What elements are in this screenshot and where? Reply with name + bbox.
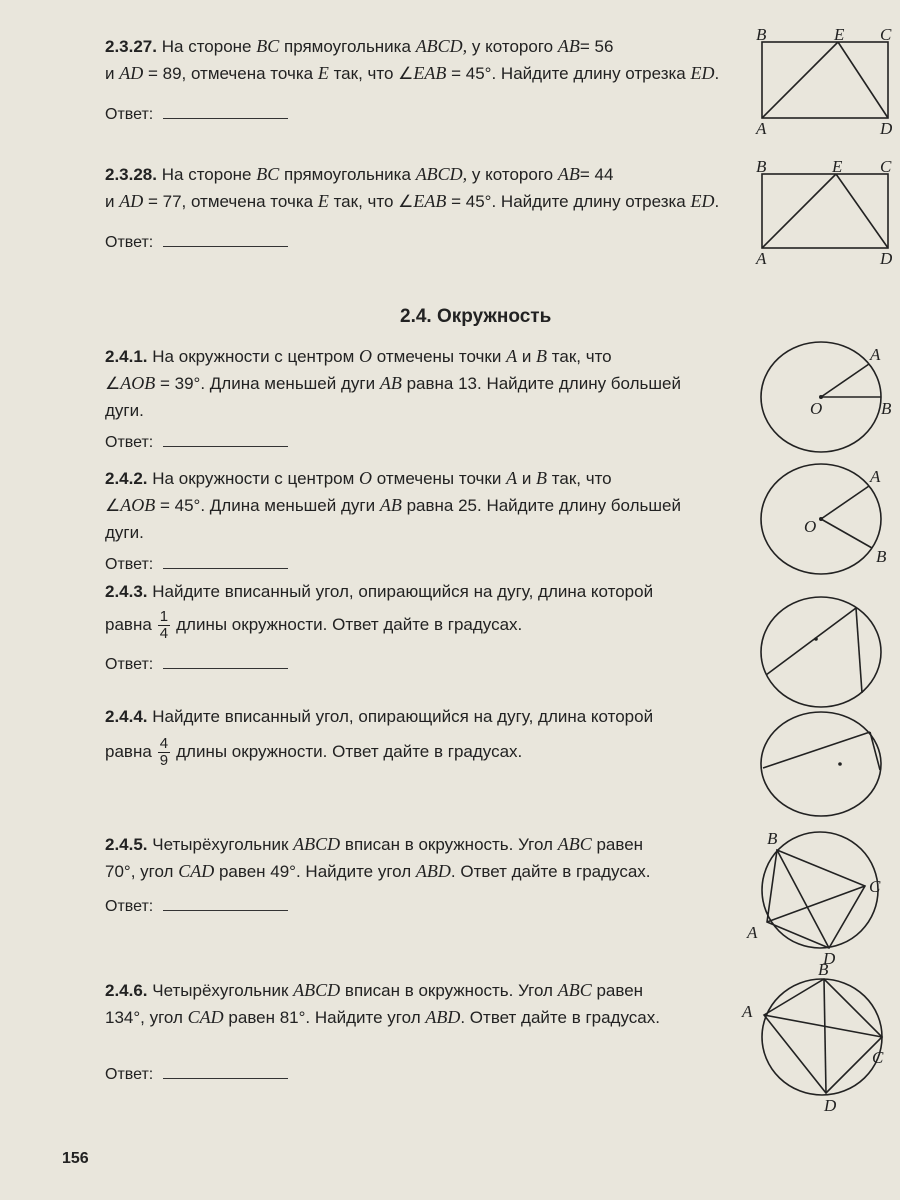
text: 134°, угол	[105, 1008, 183, 1027]
text: На окружности с центром	[152, 469, 355, 488]
answer-field[interactable]	[105, 556, 288, 574]
var: B	[536, 468, 548, 488]
answer-label: Ответ:	[105, 1066, 154, 1083]
answer-line	[163, 118, 288, 119]
label-D: D	[823, 949, 836, 968]
circle-figure-3	[752, 595, 892, 715]
var: AD	[119, 191, 144, 211]
problem-2-3-28	[105, 161, 745, 215]
text: так, что	[551, 469, 612, 488]
text: 70°, угол	[105, 862, 174, 881]
text: отмечены точки	[376, 347, 502, 366]
text: На стороне	[161, 165, 252, 184]
var: O	[359, 346, 373, 366]
problem-number: 2.4.2.	[105, 469, 148, 488]
var: AB	[379, 495, 402, 515]
text: длины окружности. Ответ дайте в градусах.	[176, 742, 523, 761]
answer-line	[163, 568, 288, 569]
problem-2-4-2	[105, 465, 745, 546]
answer-line	[163, 446, 288, 447]
text: = 45°. Найдите длину отрезка	[451, 64, 686, 83]
label-B: B	[756, 157, 767, 176]
label-A: A	[870, 345, 881, 364]
text: . Ответ дайте в градусах.	[460, 1008, 660, 1027]
var: A	[506, 346, 518, 366]
var: EAB	[413, 63, 447, 83]
label-A: A	[756, 249, 767, 268]
text: равна	[105, 615, 152, 634]
answer-field[interactable]	[105, 434, 288, 452]
label-O: O	[804, 517, 817, 536]
text: равна 13. Найдите длину большей	[406, 374, 681, 393]
label-B: B	[767, 829, 778, 848]
text: у которого	[471, 37, 554, 56]
label-B: B	[876, 547, 887, 566]
var: ED	[690, 191, 715, 211]
circle-figure-2	[752, 462, 892, 582]
text: ∠	[105, 374, 121, 393]
answer-line	[163, 1078, 288, 1079]
problem-2-4-1	[105, 343, 745, 424]
label-C: C	[880, 157, 892, 176]
text: Найдите вписанный угол, опирающийся на дугу, длина которой	[152, 707, 654, 726]
text: так, что ∠	[333, 64, 414, 83]
text: На стороне	[161, 37, 252, 56]
var: ABD	[415, 861, 451, 881]
var: AB	[557, 164, 580, 184]
text: равна 25. Найдите длину большей	[406, 496, 681, 515]
text: = 44	[579, 165, 614, 184]
text: прямоугольника	[283, 165, 411, 184]
text: и	[105, 192, 115, 211]
answer-field[interactable]	[105, 898, 288, 916]
text: На окружности с центром	[152, 347, 355, 366]
label-D: D	[880, 249, 893, 268]
problem-2-4-6	[105, 977, 745, 1031]
text: у которого	[471, 165, 554, 184]
var: AD	[119, 63, 144, 83]
answer-line	[163, 246, 288, 247]
problem-2-4-5	[105, 831, 745, 885]
quad-figure-1	[745, 828, 895, 968]
text: Четырёхугольник	[152, 981, 289, 1000]
answer-line	[163, 668, 288, 669]
text: дуги.	[105, 401, 144, 420]
text: длины окружности. Ответ дайте в градусах.	[176, 615, 523, 634]
var: A	[506, 468, 518, 488]
var: ABC	[557, 834, 592, 854]
answer-label: Ответ:	[105, 106, 154, 123]
label-B: B	[881, 399, 892, 418]
fraction	[158, 736, 170, 769]
problem-number: 2.4.6.	[105, 981, 148, 1000]
text: = 45°. Найдите длину отрезка	[451, 192, 686, 211]
var: E	[317, 191, 329, 211]
text: так, что	[551, 347, 612, 366]
var: AB	[379, 373, 402, 393]
problem-number: 2.4.5.	[105, 835, 148, 854]
label-A: A	[742, 1002, 753, 1021]
fraction	[158, 609, 170, 642]
label-E: E	[832, 157, 843, 176]
label-C: C	[869, 877, 881, 896]
var: CAD	[178, 861, 215, 881]
var: BC	[256, 164, 280, 184]
label-C: C	[880, 25, 892, 44]
answer-label: Ответ:	[105, 234, 154, 251]
circle-figure-4	[752, 712, 892, 822]
label-C: C	[872, 1048, 884, 1067]
text: дуги.	[105, 523, 144, 542]
var: EAB	[413, 191, 447, 211]
denominator: 4	[159, 625, 169, 643]
text: равен 81°. Найдите угол	[228, 1008, 421, 1027]
text: и	[521, 469, 532, 488]
answer-field[interactable]	[105, 234, 288, 252]
text: равен	[596, 835, 644, 854]
var: ABCD,	[415, 164, 468, 184]
text: = 56	[579, 37, 614, 56]
problem-number: 2.3.28.	[105, 165, 157, 184]
problem-2-4-3	[105, 578, 745, 645]
answer-field[interactable]	[105, 1066, 288, 1084]
answer-line	[163, 910, 288, 911]
problem-number: 2.4.4.	[105, 707, 148, 726]
text: так, что ∠	[333, 192, 414, 211]
answer-label: Ответ:	[105, 656, 154, 673]
text: = 89, отмечена точка	[147, 64, 314, 83]
var: O	[359, 468, 373, 488]
text: .	[714, 192, 720, 211]
var: CAD	[187, 1007, 224, 1027]
numerator: 4	[159, 735, 169, 753]
label-A: A	[870, 467, 881, 486]
answer-field[interactable]	[105, 106, 288, 124]
answer-label: Ответ:	[105, 898, 154, 915]
text: .	[714, 64, 720, 83]
text: = 39°. Длина меньшей дуги	[159, 374, 376, 393]
circle-figure-1	[752, 340, 892, 460]
text: равен	[596, 981, 644, 1000]
problem-number: 2.4.1.	[105, 347, 148, 366]
label-A: A	[756, 119, 767, 138]
text: и	[521, 347, 532, 366]
var: ABCD	[293, 834, 341, 854]
section-title: 2.4. Окружность	[400, 306, 552, 327]
problem-2-3-27	[105, 33, 745, 87]
label-D: D	[824, 1096, 837, 1115]
quad-figure-2	[740, 960, 895, 1115]
text: прямоугольника	[283, 37, 411, 56]
problem-2-4-4	[105, 703, 745, 774]
label-A: A	[747, 923, 758, 942]
text: вписан в окружность. Угол	[344, 981, 553, 1000]
text: равен 49°. Найдите угол	[218, 862, 412, 881]
page-number: 156	[62, 1150, 89, 1167]
var: ABCD	[293, 980, 341, 1000]
var: AOB	[120, 373, 156, 393]
var: E	[317, 63, 329, 83]
label-O: O	[810, 399, 823, 418]
var: ABCD,	[415, 36, 468, 56]
numerator: 1	[159, 608, 169, 626]
problem-number: 2.3.27.	[105, 37, 157, 56]
text: и	[105, 64, 115, 83]
label-E: E	[834, 25, 845, 44]
denominator: 9	[159, 752, 169, 770]
var: BC	[256, 36, 280, 56]
text: = 45°. Длина меньшей дуги	[159, 496, 376, 515]
var: AOB	[120, 495, 156, 515]
answer-label: Ответ:	[105, 434, 154, 451]
text: ∠	[105, 496, 121, 515]
problem-number: 2.4.3.	[105, 582, 148, 601]
text: равна	[105, 742, 152, 761]
label-B: B	[756, 25, 767, 44]
text: = 77, отмечена точка	[147, 192, 314, 211]
label-B: B	[818, 960, 829, 979]
var: AB	[557, 36, 580, 56]
text: вписан в окружность. Угол	[344, 835, 553, 854]
answer-field[interactable]	[105, 656, 288, 674]
rectangle-figure-1	[752, 25, 893, 140]
text: . Ответ дайте в градусах.	[450, 862, 651, 881]
var: ABC	[557, 980, 592, 1000]
text: Найдите вписанный угол, опирающийся на дугу, длина которой	[152, 582, 654, 601]
var: B	[536, 346, 548, 366]
text: отмечены точки	[376, 469, 502, 488]
answer-label: Ответ:	[105, 556, 154, 573]
label-D: D	[880, 119, 893, 138]
var: ABD	[425, 1007, 461, 1027]
text: Четырёхугольник	[152, 835, 289, 854]
rectangle-figure-2	[752, 157, 893, 270]
var: ED	[690, 63, 715, 83]
